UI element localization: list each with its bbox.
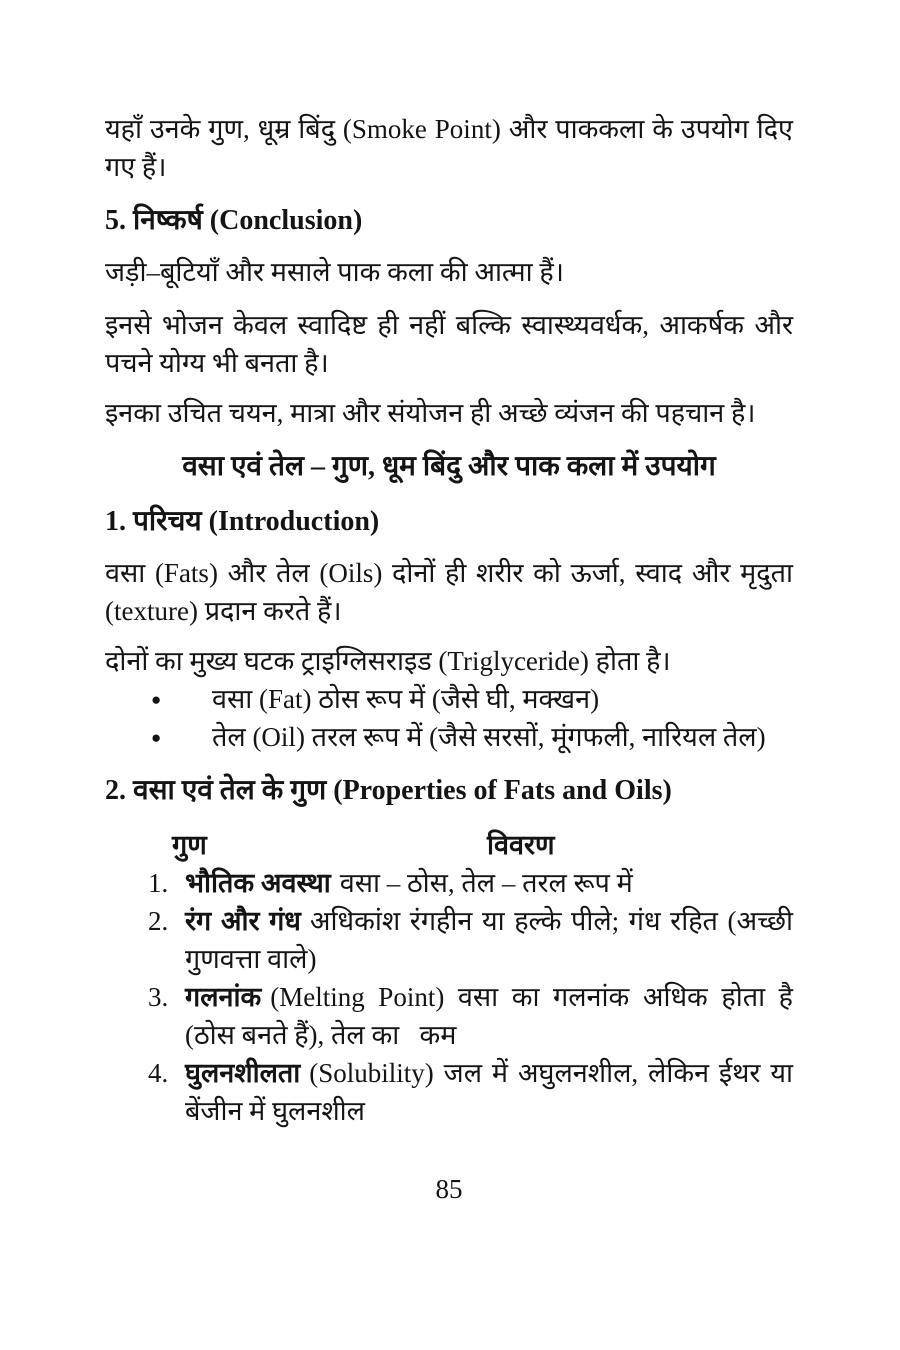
paragraph-smoke-point-usage: यहाँ उनके गुण, धूम्र बिंदु (Smoke Point) और पाककला के उपयोग दिए गए हैं।: [105, 114, 793, 182]
heading-properties: 2. वसा एवं तेल के गुण (Properties of Fats and Oils): [105, 775, 672, 806]
property-name: भौतिक अवस्था: [185, 868, 331, 898]
column-header-detail: विवरण: [487, 830, 555, 860]
paragraph-fats-oils-energy: वसा (Fats) और तेल (Oils) दोनों ही शरीर को ऊर्जा, स्वाद और मृदुता (texture) प्रदान करते हैं।: [105, 558, 793, 626]
property-name: रंग और गंध: [185, 906, 301, 936]
property-name: गलनांक: [185, 982, 262, 1012]
bullet-icon: ●: [151, 690, 162, 709]
property-row-color-odour: [105, 902, 793, 978]
page-content: [105, 110, 793, 1208]
property-name: घुलनशीलता: [185, 1058, 301, 1088]
property-detail: (Solubility) जल में अघुलनशील, लेकिन ईथर या बेंजीन में घुलनशील: [185, 1058, 793, 1126]
property-detail: (Melting Point) वसा का गलनांक अधिक होता है (ठोस बनते हैं), तेल का कम: [185, 982, 793, 1050]
property-detail: अधिकांश रंगहीन या हल्के पीले; गंध रहित (अच्छी गुणवत्ता वाले): [185, 906, 793, 974]
bullet-icon: ●: [151, 728, 162, 747]
heading-conclusion: 5. निष्कर्ष (Conclusion): [105, 205, 363, 236]
property-row-melting-point: [105, 978, 793, 1054]
bullet-item-oil: [105, 718, 793, 756]
bullet-item-label: तेल (Oil) तरल रूप में (जैसे सरसों, मूंगफली, नारियल तेल): [212, 722, 766, 752]
row-number: 3.: [148, 982, 169, 1012]
row-number: 1.: [148, 868, 169, 898]
bullet-item-fat: [105, 680, 793, 718]
page-number: 85: [435, 1174, 463, 1204]
paragraph-triglyceride: दोनों का मुख्य घटक ट्राइग्लिसराइड (Triglyceride) होता है।: [105, 646, 671, 676]
row-number: 2.: [148, 906, 169, 936]
column-header-property: गुण: [172, 830, 207, 860]
property-detail: वसा – ठोस, तेल – तरल रूप में: [339, 868, 633, 898]
heading-introduction: 1. परिचय (Introduction): [105, 506, 380, 537]
bullet-item-label: वसा (Fat) ठोस रूप में (जैसे घी, मक्खन): [212, 684, 600, 714]
row-number: 4.: [148, 1058, 169, 1088]
property-row-physical-state: [105, 864, 793, 902]
properties-header-row: [105, 826, 793, 864]
property-row-solubility: [105, 1054, 793, 1130]
paragraph-food-benefits: इनसे भोजन केवल स्वादिष्ट ही नहीं बल्कि स्वास्थ्यवर्धक, आकर्षक और पचने योग्य भी बनता है।: [105, 310, 793, 378]
paragraph-selection: इनका उचित चयन, मात्रा और संयोजन ही अच्छे व्यंजन की पहचान है।: [105, 398, 756, 428]
paragraph-herbs-soul: जड़ी–बूटियाँ और मसाले पाक कला की आत्मा हैं।: [105, 257, 564, 287]
heading-fats-oils-title: वसा एवं तेल – गुण, धूम बिंदु और पाक कला में उपयोग: [182, 451, 716, 482]
